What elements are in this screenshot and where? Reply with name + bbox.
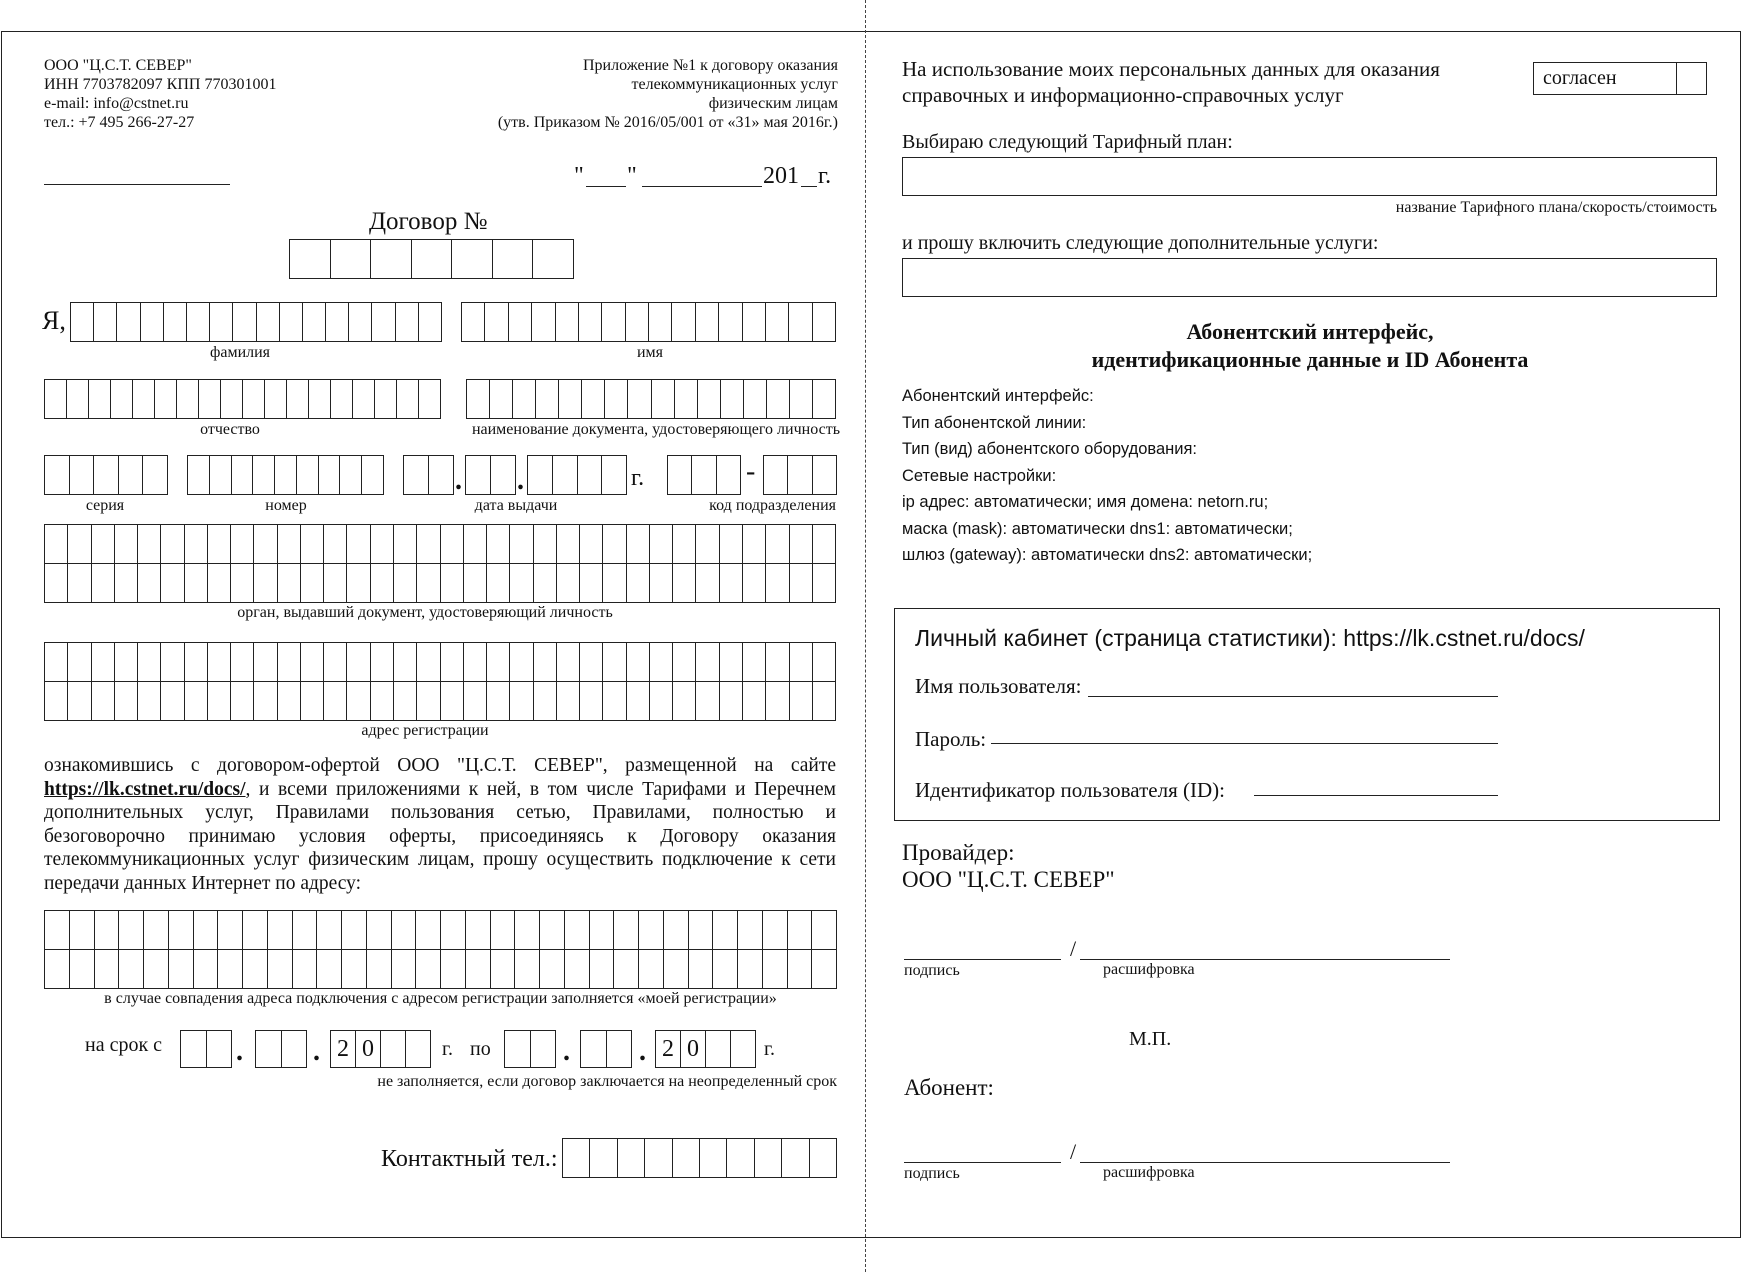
contact-phone-label: Контактный тел.: <box>381 1146 558 1172</box>
agreement-text-2: , и всеми приложениями к ней, в том числе Тарифами и Перечнем дополнительных услуг, Правилами пользования сетью, Правилами, полностью и безоговорочно принимаю условия оферты, присоединяясь к Договору оказания телекоммуникационных услуг физическим лицам, прошу осуществить подключение к сети передачи данных Интернет по адресу: <box>44 778 836 894</box>
issue-month-cells[interactable] <box>465 455 516 495</box>
personal-cabinet-box <box>894 608 1720 821</box>
dept-code-label: код подразделения <box>709 497 836 514</box>
term-from-year-suffix: г. <box>442 1038 453 1060</box>
name-label: имя <box>636 344 664 361</box>
stamp-label: М.П. <box>1129 1028 1172 1050</box>
term-from-year-digit-2: 2 <box>331 1031 356 1067</box>
term-to-dot-1: . <box>563 1036 570 1067</box>
date-day-field[interactable] <box>586 186 626 187</box>
issue-day-cells[interactable] <box>403 455 454 495</box>
date-year-prefix: 201 <box>763 163 799 189</box>
username-field[interactable] <box>1088 696 1498 697</box>
agreement-paragraph <box>44 754 836 895</box>
passport-number-label: номер <box>265 497 307 514</box>
info-line-3: Тип (вид) абонентского оборудования: <box>902 440 1198 458</box>
provider-signature-label: подпись <box>904 962 960 979</box>
term-to-month-cells[interactable] <box>580 1030 632 1068</box>
consent-box[interactable] <box>1533 62 1707 95</box>
consent-value: согласен <box>1543 67 1617 89</box>
series-cells[interactable] <box>44 455 168 495</box>
appendix-line-3: физическим лицам <box>708 95 838 112</box>
term-to-label: по <box>470 1038 491 1060</box>
tariff-input[interactable] <box>902 157 1717 196</box>
company-name: ООО "Ц.С.Т. СЕВЕР" <box>44 57 192 74</box>
agreement-text-1: ознакомившись с договором-офертой ООО "Ц.С.Т. СЕВЕР", размещенной на сайте <box>44 755 836 776</box>
fold-line <box>865 0 866 1272</box>
term-to-year-suffix: г. <box>764 1038 775 1060</box>
date-year-field[interactable] <box>801 186 817 187</box>
username-label: Имя пользователя: <box>915 674 1082 698</box>
provider-slash: / <box>1070 936 1077 961</box>
issue-year-suffix: г. <box>631 465 645 491</box>
user-id-field[interactable] <box>1254 795 1498 796</box>
company-inn-kpp: ИНН 7703782097 КПП 770301001 <box>44 76 277 93</box>
term-note: не заполняется, если договор заключается на неопределенный срок <box>377 1073 837 1090</box>
subscriber-label: Абонент: <box>904 1075 994 1100</box>
dept-code-dash: - <box>746 456 756 487</box>
issue-year-cells[interactable] <box>527 455 627 495</box>
term-from-dot-2: . <box>313 1036 320 1067</box>
info-line-5: ip адрес: автоматически; имя домена: netorn.ru; <box>902 493 1269 511</box>
company-email: e-mail: info@cstnet.ru <box>44 95 189 112</box>
company-phone: тел.: +7 495 266-27-27 <box>44 114 195 131</box>
issue-date-label: дата выдачи <box>474 497 558 514</box>
contract-number-cells[interactable] <box>289 239 574 279</box>
info-line-6: маска (mask): автоматически dns1: автоматически; <box>902 520 1293 538</box>
passport-number-cells[interactable] <box>187 455 384 495</box>
offer-link[interactable]: https://lk.cstnet.ru/docs/ <box>44 778 246 800</box>
issuer-cells[interactable] <box>44 524 836 603</box>
series-label: серия <box>85 497 125 514</box>
provider-decoding-label: расшифровка <box>1103 961 1195 978</box>
appendix-line-1: Приложение №1 к договору оказания <box>583 57 838 74</box>
date-quote-open: " <box>574 163 584 189</box>
term-to-dot-2: . <box>639 1036 646 1067</box>
extra-services-label: и прошу включить следующие дополнительные услуги: <box>902 232 1379 254</box>
term-to-year-digit-2: 2 <box>656 1031 681 1067</box>
registration-address-cells[interactable] <box>44 642 836 721</box>
consent-checkbox-divider <box>1676 63 1677 94</box>
appendix-note <box>440 56 838 132</box>
provider-signature-field[interactable] <box>904 959 1061 960</box>
subscriber-slash: / <box>1070 1139 1077 1164</box>
tariff-hint: название Тарифного плана/скорость/стоимость <box>1395 199 1717 216</box>
term-from-year-digit-0: 0 <box>356 1031 381 1067</box>
user-id-label: Идентификатор пользователя (ID): <box>915 778 1225 802</box>
surname-cells[interactable] <box>70 302 442 342</box>
provider-name: ООО "Ц.С.Т. СЕВЕР" <box>902 867 1115 892</box>
subscriber-interface-title-1: Абонентский интерфейс, <box>1186 319 1434 344</box>
patronymic-cells[interactable] <box>44 379 441 419</box>
appendix-line-4: (утв. Приказом № 2016/05/001 от «31» мая 2016г.) <box>497 114 838 131</box>
term-to-year-digit-0: 0 <box>681 1031 706 1067</box>
term-to-year-cells[interactable] <box>655 1030 756 1068</box>
subscriber-signature-field[interactable] <box>904 1162 1061 1163</box>
date-month-field[interactable] <box>642 186 762 187</box>
name-cells[interactable] <box>461 302 836 342</box>
info-line-1: Абонентский интерфейс: <box>902 387 1094 405</box>
term-to-day-cells[interactable] <box>504 1030 556 1068</box>
appendix-line-2: телекоммуникационных услуг <box>631 76 838 93</box>
dept-code-cells-2[interactable] <box>763 455 837 495</box>
subscriber-signature-label: подпись <box>904 1165 960 1182</box>
password-field[interactable] <box>991 743 1498 744</box>
registration-address-label: адрес регистрации <box>361 722 489 739</box>
document-name-label: наименование документа, удостоверяющего личность <box>471 421 840 438</box>
issue-date-dot-2: . <box>517 465 524 496</box>
dept-code-cells-1[interactable] <box>667 455 741 495</box>
ya-label: Я, <box>42 306 66 335</box>
password-label: Пароль: <box>915 727 987 751</box>
date-year-suffix: г. <box>818 163 832 189</box>
term-from-dot-1: . <box>236 1036 243 1067</box>
subscriber-decoding-label: расшифровка <box>1103 1164 1195 1181</box>
tariff-label: Выбираю следующий Тарифный план: <box>902 131 1233 153</box>
term-from-year-cells[interactable] <box>330 1030 431 1068</box>
subscriber-interface-title-2: идентификационные данные и ID Абонента <box>1091 347 1529 372</box>
address-note: в случае совпадения адреса подключения с адресом регистрации заполняется «моей регистрации» <box>104 990 777 1007</box>
term-from-day-cells[interactable] <box>180 1030 232 1068</box>
consent-line-2: справочных и информационно-справочных услуг <box>902 83 1344 107</box>
term-from-month-cells[interactable] <box>255 1030 307 1068</box>
contact-phone-cells[interactable] <box>562 1138 837 1178</box>
issuer-label: орган, выдавший документ, удостоверяющий личность <box>237 604 613 621</box>
term-from-label: на срок с <box>85 1034 163 1056</box>
issue-date-dot-1: . <box>455 465 462 496</box>
consent-line-1: На использование моих персональных данных для оказания <box>902 57 1440 81</box>
document-name-cells[interactable] <box>466 379 836 419</box>
extra-services-input[interactable] <box>902 258 1717 297</box>
surname-label: фамилия <box>209 344 271 361</box>
info-line-7: шлюз (gateway): автоматически dns2: автоматически; <box>902 546 1313 564</box>
connection-address-cells[interactable] <box>44 910 837 989</box>
contract-title: Договор № <box>369 208 488 235</box>
info-line-4: Сетевые настройки: <box>902 467 1057 485</box>
personal-cabinet-title: Личный кабинет (страница статистики): https://lk.cstnet.ru/docs/ <box>915 625 1585 651</box>
place-field[interactable] <box>44 184 230 185</box>
provider-label: Провайдер: <box>902 840 1015 865</box>
patronymic-label: отчество <box>200 421 260 438</box>
info-line-2: Тип абонентской линии: <box>902 414 1087 432</box>
date-quote-close: " <box>627 163 637 189</box>
